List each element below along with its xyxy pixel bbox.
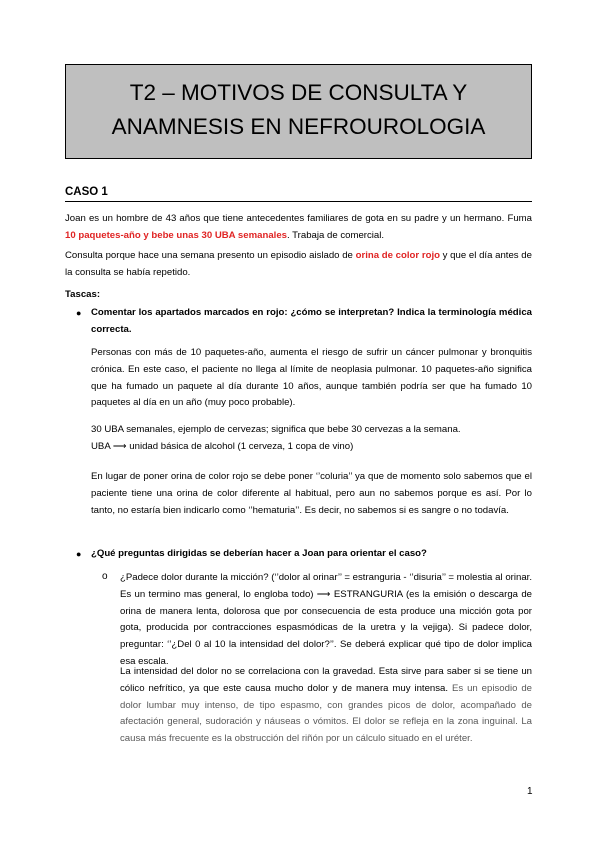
case-underline xyxy=(65,201,532,202)
tasks-label: Tascas: xyxy=(65,289,101,300)
renal-colic-description: Es un episodio de dolor lumbar muy intenso, de tipo espasmo, con grandes picos de dolor, acompañado de afectación general, sudoración y náuseas o vómitos. El dolor se refleja en la zona inguinal. La causa más frecuente es la obstrucción del riñón por un cálculo situado en el uréter. xyxy=(120,682,532,745)
intro-paragraph-2: Consulta porque hace una semana presento un episodio aislado de orina de color rojo y que el día antes de la consulta se había repetido. xyxy=(65,250,532,278)
highlight-smoking-drinking: 10 paquetes-año y bebe unas 30 UBA semanales xyxy=(65,229,287,241)
highlight-red-urine: orina de color rojo xyxy=(355,250,440,261)
task-1-uba-line-2: UBA ⟶ unidad básica de alcohol (1 cerveza, 1 copa de vino) xyxy=(91,441,354,452)
task-1-uba-line-1: 30 UBA semanales, ejemplo de cervezas; significa que bebe 30 cervezas a la semana. xyxy=(91,424,461,435)
case-heading: CASO 1 xyxy=(65,186,108,198)
sub-bullet-1: o xyxy=(102,571,108,582)
title-box xyxy=(65,64,532,159)
task-2-title: ¿Qué preguntas dirigidas se deberían hacer a Joan para orientar el caso? xyxy=(91,548,427,559)
bullet-2: ● xyxy=(76,549,82,559)
question-pain-micturition: ¿Padece dolor durante la micción? (‘’dolor al orinar’’ = estranguria - ‘’disuria’’ = molestia al orinar. Es un termino mas general, lo engloba todo) ⟶ ESTRANGURIA (es la emisión o descarga de orina de manera lenta, dolorosa que por consecuencia de esta produce una micción gota por gota, producida por contracciones espasmódicas de la uretra y la vejiga). Si padece dolor, preguntar: ‘’¿Del 0 al 10 la intensidad del dolor?’’. Se deberá explicar qué tipo de dolor implica esa escala. xyxy=(120,572,532,667)
intro-paragraph-1: Joan es un hombre de 43 años que tiene antecedentes familiares de gota en su padre y un hermano. Fuma 10 paquetes-año y bebe unas 30 UBA semanales. Trabaja de comercial. xyxy=(65,213,532,241)
task-1-paragraph-smoking: Personas con más de 10 paquetes-año, aumenta el riesgo de sufrir un cáncer pulmonar y bronquitis crónica. En este caso, el paciente no llega al límite de neoplasia pulmonar. 10 paquetes-año significa que ha fumado un paquete al día durante 10 años, aunque también podría ser que ha fumado 10 paquetes al día en un año (muy poco probable). xyxy=(91,347,532,409)
title-line-2: ANAMNESIS EN NEFROUROLOGIA xyxy=(111,114,486,139)
title-line-1: T2 – MOTIVOS DE CONSULTA Y xyxy=(129,80,468,105)
task-1-paragraph-coluria: En lugar de poner orina de color rojo se debe poner ‘’coluria’’ ya que de momento solo sabemos que el paciente tiene una orina de color diferente al habitual, pero aun no sabemos porque es así. Por lo tanto, no estaría bien indicarlo como ‘’hematuria’’. Es decir, no sabemos si es sangre o no todavía. xyxy=(91,471,532,516)
question-pain-intensity-paragraph: La intensidad del dolor no se correlaciona con la gravedad. Esta sirve para saber si se tiene un cólico nefrítico, ya que este causa mucho dolor y de manera muy intensa. Es un episodio de dolor lumbar muy intenso, de tipo espasmo, con grandes picos de dolor, acompañado de afectación general, sudoración y náuseas o vómitos. El dolor se refleja en la zona inguinal. La causa más frecuente es la obstrucción del riñón por un cálculo situado en el uréter. xyxy=(120,666,532,745)
page-number: 1 xyxy=(527,786,533,797)
task-1-title: Comentar los apartados marcados en rojo: ¿cómo se interpretan? Indica la terminología médica correcta. xyxy=(91,307,532,335)
bullet-1: ● xyxy=(76,308,82,318)
